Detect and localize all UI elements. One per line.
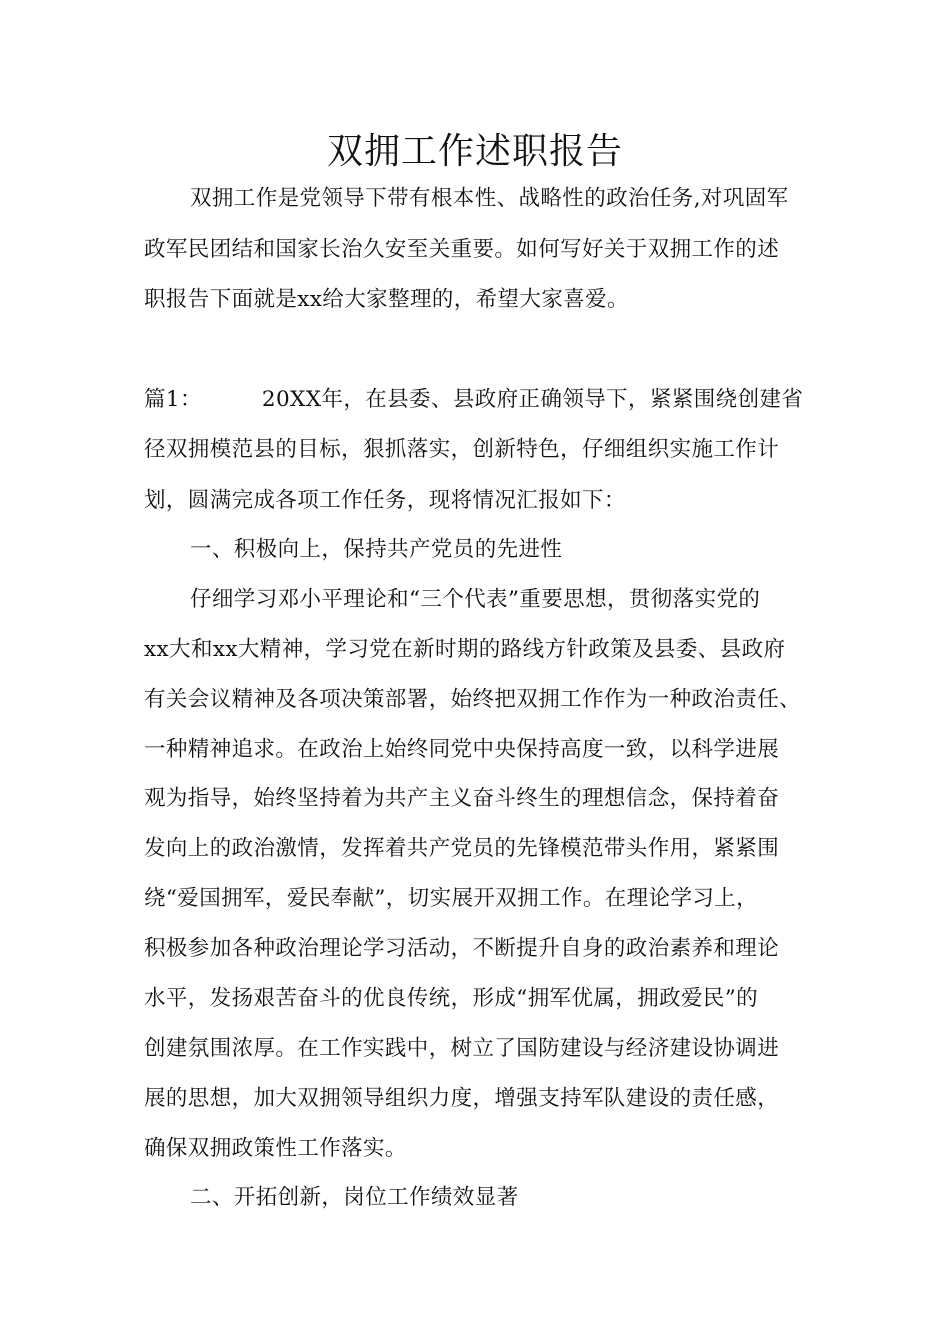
intro-line: 职报告下面就是xx给大家整理的，希望大家喜爱。 <box>144 287 629 312</box>
section-first-line <box>144 385 803 415</box>
section-heading: 二、开拓创新，岗位工作绩效显著 <box>190 1185 519 1210</box>
body-line: 发向上的政治激情，发挥着共产党员的先锋模范带头作用，紧紧围 <box>144 836 780 861</box>
section-line: 径双拥模范县的目标，狠抓落实，创新特色，仔细组织实施工作计 <box>144 437 780 462</box>
section-first-text: 20XX年，在县委、县政府正确领导下，紧紧围绕创建省 <box>261 387 804 412</box>
body-line: 展的思想，加大双拥领导组织力度，增强支持军队建设的责任感， <box>144 1086 780 1111</box>
body-line: 创建氛围浓厚。在工作实践中，树立了国防建设与经济建设协调进 <box>144 1036 780 1061</box>
body-line: xx大和xx大精神，学习党在新时期的路线方针政策及县委、县政府 <box>144 637 786 662</box>
body-line: 仔细学习邓小平理论和“三个代表”重要思想，贯彻落实党的 <box>190 587 761 612</box>
intro-line: 政军民团结和国家长治久安至关重要。如何写好关于双拥工作的述 <box>144 237 780 262</box>
body-line: 有关会议精神及各项决策部署，始终把双拥工作作为一种政治责任、 <box>144 687 802 712</box>
body-line: 积极参加各种政治理论学习活动，不断提升自身的政治素养和理论 <box>144 936 780 961</box>
section-heading: 一、积极向上，保持共产党员的先进性 <box>190 537 563 562</box>
body-line: 观为指导，始终坚持着为共产主义奋斗终生的理想信念，保持着奋 <box>144 786 780 811</box>
intro-line: 双拥工作是党领导下带有根本性、战略性的政治任务,对巩固军 <box>190 186 789 211</box>
body-line: 确保双拥政策性工作落实。 <box>144 1136 407 1161</box>
section-line: 划，圆满完成各项工作任务，现将情况汇报如下： <box>144 488 626 513</box>
body-line: 水平，发扬艰苦奋斗的优良传统，形成“拥军优属，拥政爱民”的 <box>144 986 759 1011</box>
body-line: 绕“爱国拥军，爱民奉献”，切实展开双拥工作。在理论学习上， <box>144 886 759 911</box>
document-title: 双拥工作述职报告 <box>326 131 623 172</box>
section-label: 篇1： <box>144 387 202 412</box>
body-line: 一种精神追求。在政治上始终同党中央保持高度一致，以科学进展 <box>144 737 780 762</box>
